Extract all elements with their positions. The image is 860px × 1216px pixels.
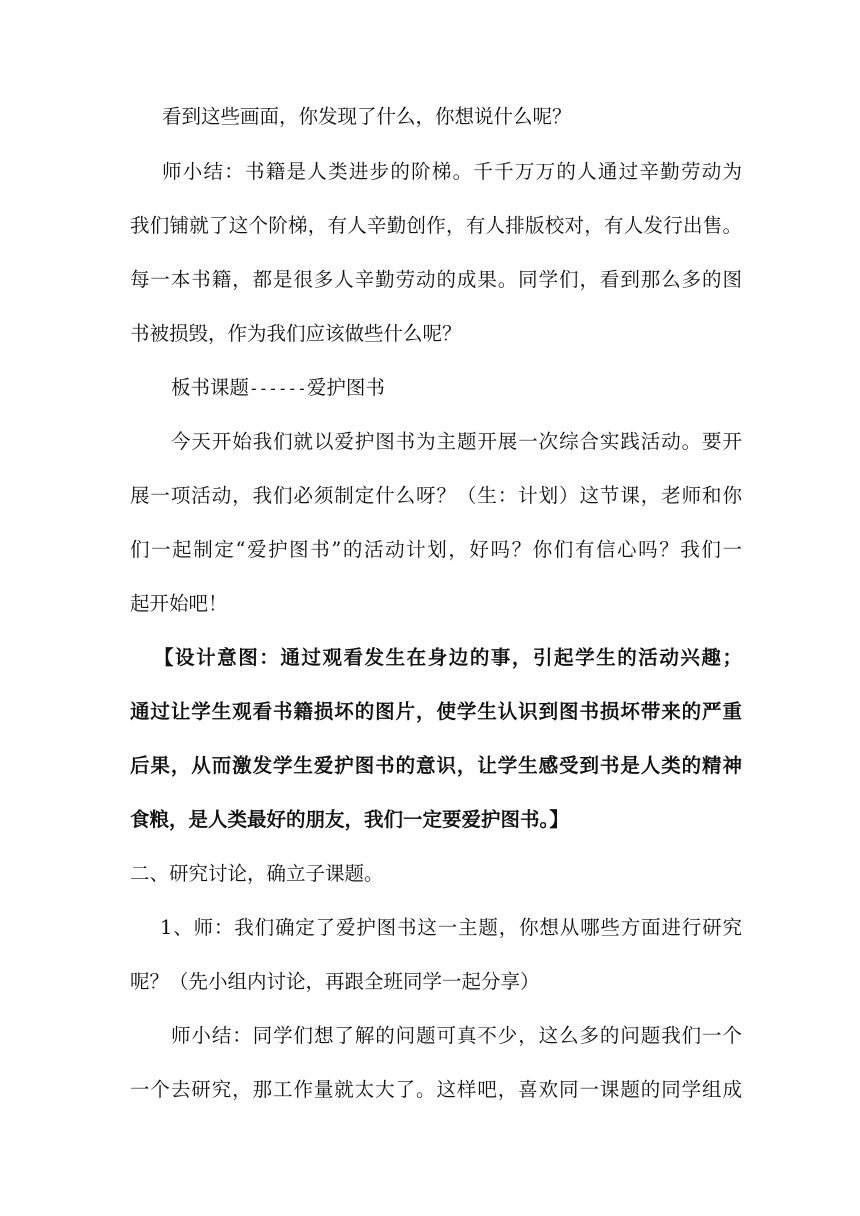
board-title-line <box>171 375 385 402</box>
paragraph-line: 起开始吧！ <box>130 592 228 615</box>
section-heading: 二、研究讨论，确立子课题。 <box>130 862 384 885</box>
design-intent-line: 通过让学生观看书籍损坏的图片，使学生认识到图书损坏带来的严重 <box>130 700 742 723</box>
paragraph-line: 看到这些画面，你发现了什么，你想说什么呢？ <box>162 105 572 128</box>
dash-separator: ------ <box>249 379 307 398</box>
paragraph-line: 我们铺就了这个阶梯，有人辛勤创作，有人排版校对，有人发行出售。 <box>130 214 742 237</box>
paragraph-line: 每一本书籍，都是很多人辛勤劳动的成果。同学们，看到那么多的图 <box>130 268 742 291</box>
paragraph-line: 今天开始我们就以爱护图书为主题开展一次综合实践活动。要开 <box>171 430 742 453</box>
paragraph-line: 一个去研究，那工作量就太大了。这样吧，喜欢同一课题的同学组成 <box>130 1078 742 1101</box>
paragraph-line: 师小结：书籍是人类进步的阶梯。千千万万的人通过辛勤劳动为 <box>162 160 742 183</box>
paragraph-line: 书被损毁，作为我们应该做些什么呢？ <box>130 322 462 345</box>
paragraph-line: 呢？（先小组内讨论，再跟全班同学一起分享） <box>130 970 540 993</box>
paragraph-line: 1、师：我们确定了爱护图书这一主题，你想从哪些方面进行研究 <box>160 916 742 939</box>
board-title-topic: 爱护图书 <box>306 376 385 399</box>
design-intent-line: 食粮，是人类最好的朋友，我们一定要爱护图书。】 <box>130 808 569 831</box>
design-intent-line: 【设计意图：通过观看发生在身边的事，引起学生的活动兴趣； <box>154 646 742 669</box>
design-intent-line: 后果，从而激发学生爱护图书的意识，让学生感受到书是人类的精神 <box>130 754 742 777</box>
paragraph-line: 们一起制定“爱护图书”的活动计划，好吗？你们有信心吗？我们一 <box>130 538 742 561</box>
paragraph-line: 师小结：同学们想了解的问题可真不少，这么多的问题我们一个 <box>171 1024 742 1047</box>
paragraph-line: 展一项活动，我们必须制定什么呀？（生：计划）这节课，老师和你 <box>130 484 742 507</box>
board-title-label: 板书课题 <box>171 376 250 399</box>
